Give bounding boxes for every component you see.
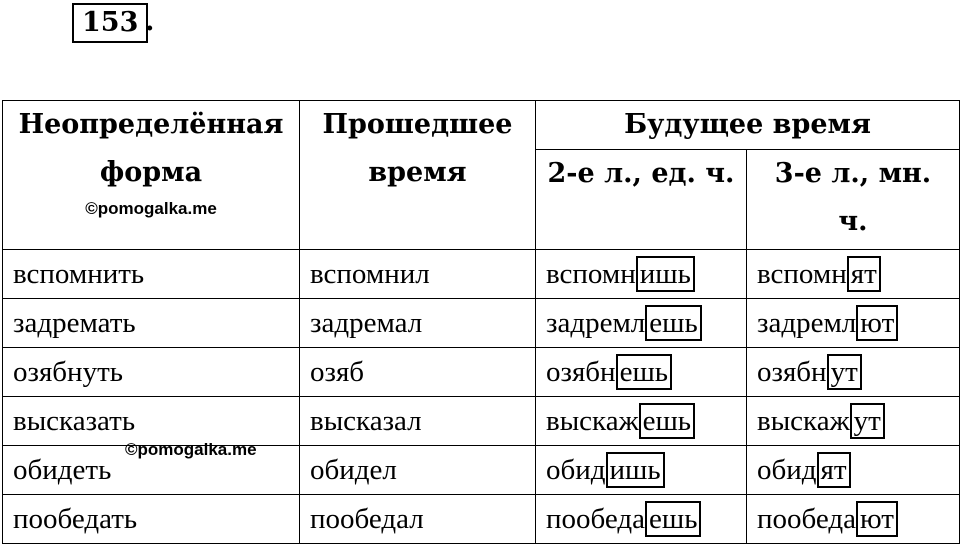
cell-infinitive (3, 495, 300, 544)
future-3pl-stem: озябн (757, 355, 827, 388)
future-2sg-stem: выскаж (546, 404, 639, 437)
future-3pl-stem: пообеда (757, 502, 857, 535)
exercise-number-dot: . (145, 6, 155, 37)
cell-future-3pl (747, 348, 960, 397)
future-2sg-stem: обид (546, 453, 606, 486)
past-stem: пообеда (310, 502, 410, 535)
future-3pl-stem: выскаж (757, 404, 850, 437)
table-row (3, 250, 960, 299)
past-stem: задрема (310, 306, 408, 339)
cell-past (300, 348, 536, 397)
cell-future-2sg (536, 250, 747, 299)
past-suffix: л (415, 257, 430, 290)
cell-future-3pl (747, 250, 960, 299)
cell-past (300, 299, 536, 348)
watermark-header: ©pomogalka.me (85, 199, 217, 218)
future-3pl-ending: ут (850, 403, 885, 439)
header-past-line2: время (368, 157, 467, 188)
past-stem: обиде (310, 453, 383, 486)
infinitive-word: обидеть (13, 453, 112, 486)
future-2sg-stem: пообеда (546, 502, 646, 535)
past-stem: вспомни (310, 257, 416, 290)
cell-past (300, 495, 536, 544)
header-infinitive-line1: Неопределённая (18, 109, 284, 140)
table-row (3, 299, 960, 348)
header-future: Будущее время (536, 101, 960, 150)
table-row (3, 495, 960, 544)
future-3pl-stem: вспомн (757, 257, 847, 290)
cell-past (300, 250, 536, 299)
exercise-number: 153 (72, 3, 148, 43)
cell-future-3pl (747, 446, 960, 495)
cell-future-2sg (536, 397, 747, 446)
table-row (3, 348, 960, 397)
future-3pl-ending: ут (827, 354, 862, 390)
cell-past (300, 446, 536, 495)
cell-future-3pl (747, 299, 960, 348)
infinitive-word: задремать (13, 306, 136, 339)
watermark-body: ©pomogalka.me (125, 440, 257, 459)
infinitive-word: озябнуть (13, 355, 123, 388)
future-2sg-ending: ишь (636, 256, 695, 292)
table-body (3, 250, 960, 544)
cell-infinitive (3, 299, 300, 348)
header-infinitive-line2: форма (99, 157, 203, 188)
infinitive-word: пообедать (13, 502, 138, 535)
past-suffix: л (407, 404, 422, 437)
cell-past (300, 397, 536, 446)
future-2sg-ending: ешь (616, 354, 672, 390)
past-suffix: л (382, 453, 397, 486)
header-future-3pl (747, 150, 960, 250)
future-3pl-ending: ют (856, 305, 898, 341)
future-2sg-stem: вспомн (546, 257, 636, 290)
future-2sg-stem: задремл (546, 306, 646, 339)
cell-future-2sg (536, 446, 747, 495)
future-2sg-ending: ешь (645, 501, 701, 537)
future-3pl-ending: ют (856, 501, 898, 537)
future-3pl-stem: задремл (757, 306, 857, 339)
past-suffix: л (407, 306, 423, 339)
future-3pl-ending: ят (817, 452, 851, 488)
future-3pl-ending: ят (847, 256, 881, 292)
cell-infinitive (3, 397, 300, 446)
table-row (3, 397, 960, 446)
cell-future-2sg (536, 348, 747, 397)
infinitive-word: вспомнить (13, 257, 145, 290)
header-infinitive (3, 101, 300, 250)
past-stem: озяб (310, 355, 365, 388)
future-2sg-ending: ешь (639, 403, 695, 439)
infinitive-word: высказать (13, 404, 136, 437)
header-future-3pl-line2: ч. (838, 206, 868, 237)
header-future-3pl-line1: 3-е л., мн. (774, 158, 932, 189)
future-2sg-ending: ишь (606, 452, 665, 488)
header-future-2sg: 2-е л., ед. ч. (536, 150, 747, 250)
cell-future-2sg (536, 495, 747, 544)
cell-future-3pl (747, 397, 960, 446)
past-stem: высказа (310, 404, 408, 437)
future-2sg-stem: озябн (546, 355, 616, 388)
cell-infinitive (3, 250, 300, 299)
cell-infinitive (3, 348, 300, 397)
cell-future-2sg (536, 299, 747, 348)
cell-future-3pl (747, 495, 960, 544)
future-2sg-ending: ешь (645, 305, 701, 341)
header-past-line1: Прошедшее (322, 109, 513, 140)
header-past (300, 101, 536, 250)
future-3pl-stem: обид (757, 453, 817, 486)
conjugation-table (2, 100, 960, 544)
past-suffix: л (409, 502, 424, 535)
